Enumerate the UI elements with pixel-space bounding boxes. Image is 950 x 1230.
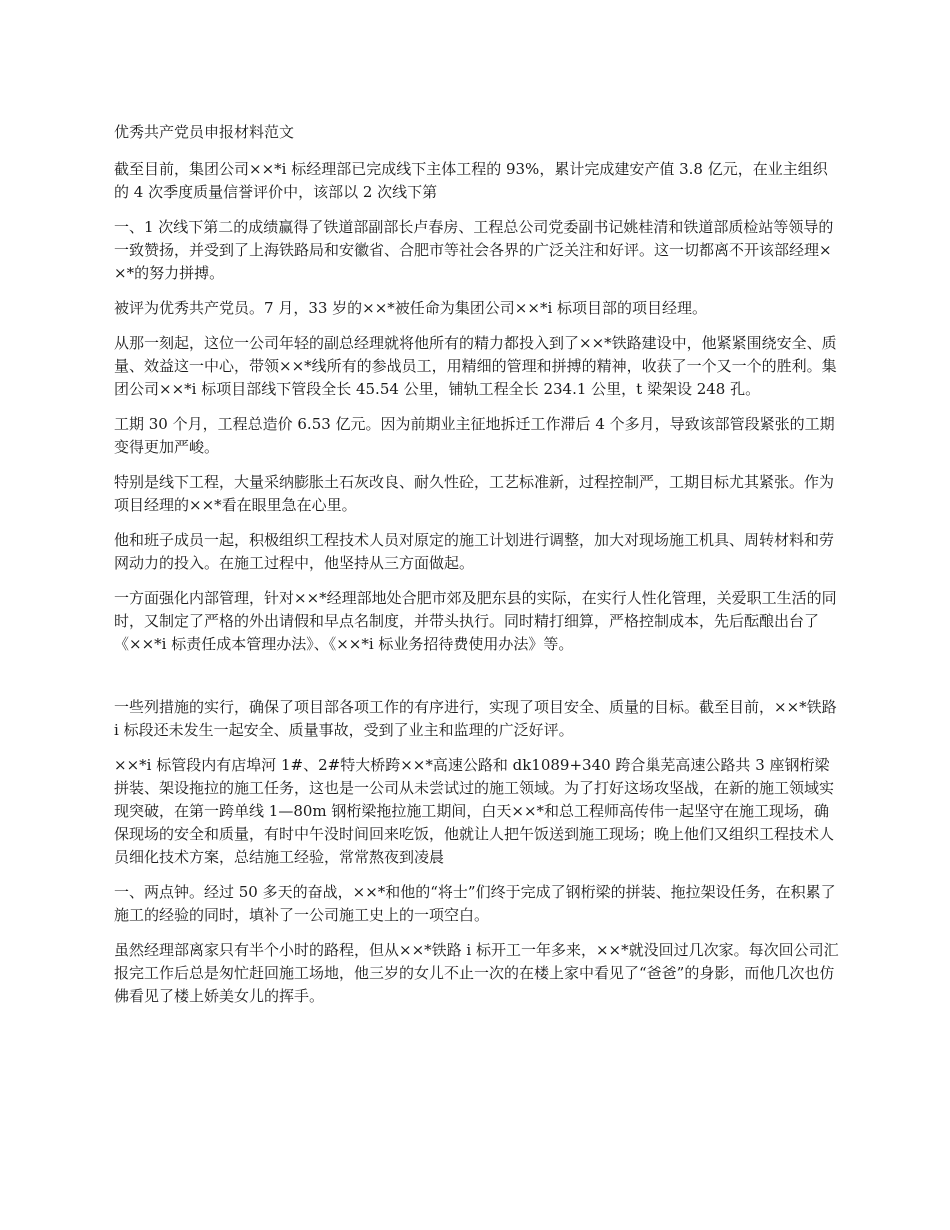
paragraph-4: 从那一刻起，这位一公司年轻的副总经理就将他所有的精力都投入到了××*铁路建设中，他紧紧围绕安全、质量、效益这一中心，带领××*线所有的参战员工，用精细的管理和拼搏的精神，收获了一个又一个的胜利。集团公司××*i 标项目部线下管段全长 45.54 公里，铺轨工程全长 234.1 公里，t 梁架设 248 孔。 xyxy=(114,334,837,398)
paragraph-10: ××*i 标管段内有店埠河 1#、2#特大桥跨××*高速公路和 dk1089+340 跨合巢芜高速公路共 3 座钢桁梁拼装、架设拖拉的施工任务，这也是一公司从未尝试过的施工领域。为了打好这场攻坚战，在新的施工领域实现突破，在第一跨单线 1—80m 钢桁梁拖拉施工期间，白天××*和总工程师高传伟一起坚守在施工现场，确保现场的安全和质量，有时中午没时间回来吃饭，他就让人把午饭送到施工现场；晚上他们又组织工程技术人员细化技术方案，总结施工经验，常常熬夜到凌晨 xyxy=(114,756,835,866)
paragraph-3: 被评为优秀共产党员。7 月，33 岁的××*被任命为集团公司××*i 标项目部的项目经理。 xyxy=(114,299,708,317)
paragraph-1: 截至目前，集团公司××*i 标经理部已完成线下主体工程的 93%，累计完成建安产值 3.8 亿元，在业主组织的 4 次季度质量信誉评价中，该部以 2 次线下第 xyxy=(114,160,828,201)
paragraph-6: 特别是线下工程，大量采纳膨胀土石灰改良、耐久性砼，工艺标准新，过程控制严，工期目标尤其紧张。作为项目经理的××*看在眼里急在心里。 xyxy=(114,473,835,514)
paragraph-8: 一方面强化内部管理，针对××*经理部地处合肥市郊及肥东县的实际，在实行人性化管理，关爱职工生活的同时，又制定了严格的外出请假和早点名制度，并带头执行。同时精打细算，严格控制成本，先后酝酿出台了《××*i 标责任成本管理办法》、《××*i 标业务招待费使用办法》等。 xyxy=(114,589,837,653)
paragraph-7: 他和班子成员一起，积极组织工程技术人员对原定的施工计划进行调整，加大对现场施工机具、周转材料和劳网动力的投入。在施工过程中，他坚持从三方面做起。 xyxy=(114,531,835,572)
paragraph-2: 一、1 次线下第二的成绩赢得了铁道部副部长卢春房、工程总公司党委副书记姚桂清和铁道部质检站等领导的一致赞扬，并受到了上海铁路局和安徽省、合肥市等社会各界的广泛关注和好评。这一切都离不开该部经理××*的努力拼搏。 xyxy=(114,218,834,282)
paragraph-9: 一些列措施的实行，确保了项目部各项工作的有序进行，实现了项目安全、质量的目标。截至目前，××*铁路 i 标段还未发生一起安全、质量事故，受到了业主和监理的广泛好评。 xyxy=(114,698,837,739)
paragraph-11: 一、两点钟。经过 50 多天的奋战，××*和他的“将士”们终于完成了钢桁梁的拼装、拖拉架设任务，在积累了施工的经验的同时，填补了一公司施工史上的一项空白。 xyxy=(114,883,836,924)
document-title: 优秀共产党员申报材料范文 xyxy=(114,123,295,141)
document-page xyxy=(114,120,842,1020)
paragraph-5: 工期 30 个月，工程总造价 6.53 亿元。因为前期业主征地拆迁工作滞后 4 个多月，导致该部管段紧张的工期变得更加严峻。 xyxy=(114,415,835,456)
paragraph-12: 虽然经理部离家只有半个小时的路程，但从××*铁路 i 标开工一年多来，××*就没回过几次家。每次回公司汇报完工作后总是匆忙赶回施工场地，他三岁的女儿不止一次的在楼上家中看见了“爸爸”的身影，而他几次也仿佛看见了楼上娇美女儿的挥手。 xyxy=(114,941,839,1005)
